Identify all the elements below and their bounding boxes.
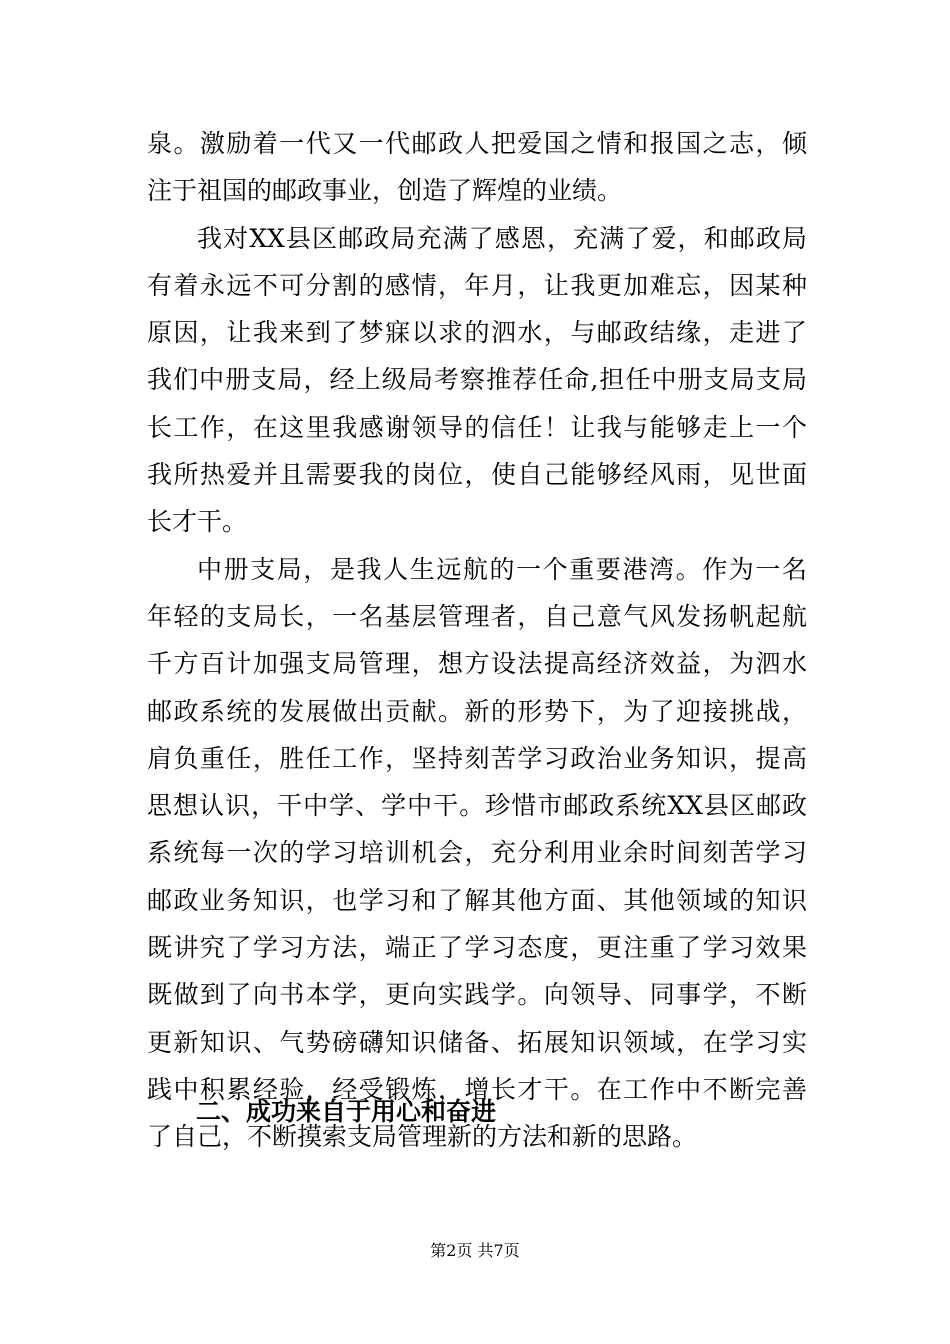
page-footer: 第2页 共7页 [430,1241,520,1260]
paragraph-2-line-1: 我对XX县区邮政局充满了感恩，充满了爱，和邮政局 [197,223,807,253]
paragraph-3-line-7: 系统每一次的学习培训机会，充分利用业余时间刻苦学习 [147,838,807,868]
paragraph-3-line-3: 千方百计加强支局管理，想方设法提高经济效益，为泗水 [147,649,807,679]
body-text [147,120,807,1161]
paragraph-2-line-6: 我所热爱并且需要我的岗位，使自己能够经风雨，见世面 [147,460,807,490]
section-heading: 二、成功来自于用心和奋进 [196,1097,497,1126]
paragraph-3-line-4: 邮政系统的发展做出贡献。新的形势下，为了迎接挑战， [147,696,807,726]
paragraph-3-line-12: 践中积累经验，经受锻炼，增长才干。在工作中不断完善 [147,1074,807,1104]
paragraph-3-line-2: 年轻的支局长，一名基层管理者，自己意气风发扬帆起航 [147,601,807,631]
paragraph-2-line-2: 有着永远不可分割的感情，年月，让我更加难忘，因某种 [147,270,807,300]
paragraph-1-line-2: 注于祖国的邮政事业，创造了辉煌的业绩。 [147,176,623,206]
paragraph-2-line-3: 原因，让我来到了梦寐以求的泗水，与邮政结缘，走进了 [147,318,807,348]
paragraph-3-line-9: 既讲究了学习方法，端正了学习态度，更注重了学习效果 [147,933,807,963]
paragraph-1-line-1: 泉。激励着一代又一代邮政人把爱国之情和报国之志，倾 [147,129,807,158]
paragraph-3-line-11: 更新知识、气势磅礴知识储备、拓展知识领域，在学习实 [147,1027,807,1057]
paragraph-3-line-1: 中册支局，是我人生远航的一个重要港湾。作为一名 [197,554,807,584]
paragraph-2-line-4: 我们中册支局，经上级局考察推荐任命,担任中册支局支局 [147,365,807,395]
paragraph-3-line-10: 既做到了向书本学，更向实践学。向领导、同事学，不断 [147,980,807,1010]
paragraph-3-line-5: 肩负重任，胜任工作，坚持刻苦学习政治业务知识，提高 [147,743,807,773]
paragraph-2-line-7: 长才干。 [147,507,248,537]
paragraph-3-line-13: 了自己，不断摸索支局管理新的方法和新的思路。 [147,1122,698,1152]
paragraph-3-line-6: 思想认识，干中学、学中干。珍惜市邮政系统XX县区邮政 [147,791,807,821]
paragraph-2-line-5: 长工作，在这里我感谢领导的信任！让我与能够走上一个 [147,412,807,442]
paragraph-3-line-8: 邮政业务知识，也学习和了解其他方面、其他领域的知识 [147,885,807,915]
